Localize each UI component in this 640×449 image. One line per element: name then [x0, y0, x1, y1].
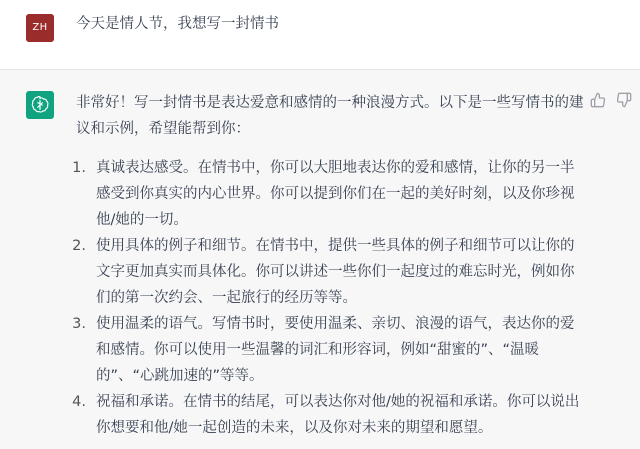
openai-logo-icon — [26, 91, 54, 119]
list-item — [72, 389, 584, 441]
list-item — [72, 311, 584, 389]
user-avatar: ZH — [26, 14, 54, 42]
list-item-text: 真诚表达感受。在情书中，你可以大胆地表达你的爱和感情，让你的另一半感受到你真实的内心世界。你可以提到你们在一起的美好时刻，以及你珍视他/她的一切。 — [96, 160, 575, 228]
list-item — [72, 233, 584, 311]
assistant-message-row — [0, 70, 640, 449]
assistant-intro-text: 非常好！写一封情书是表达爱意和感情的一种浪漫方式。以下是一些写情书的建议和示例，希望能帮到你： — [76, 95, 584, 137]
list-item-number: 4. — [72, 394, 86, 410]
user-message-row — [0, 0, 640, 70]
list-item-number: 3. — [72, 316, 86, 332]
list-item-number: 1. — [72, 160, 86, 176]
thumbs-up-icon[interactable] — [590, 92, 606, 108]
list-item-number: 2. — [72, 238, 86, 254]
assistant-message-content — [72, 90, 584, 441]
list-item-text: 使用温柔的语气。写情书时，要使用温柔、亲切、浪漫的语气，表达你的爱和感情。你可以使用一些温馨的词汇和形容词，例如“甜蜜的”、“温暖的”、“心跳加速的”等等。 — [96, 316, 575, 384]
suggestion-list — [72, 155, 584, 441]
list-item-text: 祝福和承诺。在情书的结尾，可以表达你对他/她的祝福和承诺。你可以说出你想要和他/她一起创造的未来，以及你对未来的期望和愿望。 — [96, 394, 580, 436]
feedback-buttons — [590, 92, 632, 108]
list-item-text: 使用具体的例子和细节。在情书中，提供一些具体的例子和细节可以让你的文字更加真实而具体化。你可以讲述一些你们一起度过的难忘时光，例如你们的第一次约会、一起旅行的经历等等。 — [96, 238, 575, 306]
list-item — [72, 155, 584, 233]
thumbs-down-icon[interactable] — [616, 92, 632, 108]
user-message-text: 今天是情人节，我想写一封情书 — [76, 16, 279, 32]
